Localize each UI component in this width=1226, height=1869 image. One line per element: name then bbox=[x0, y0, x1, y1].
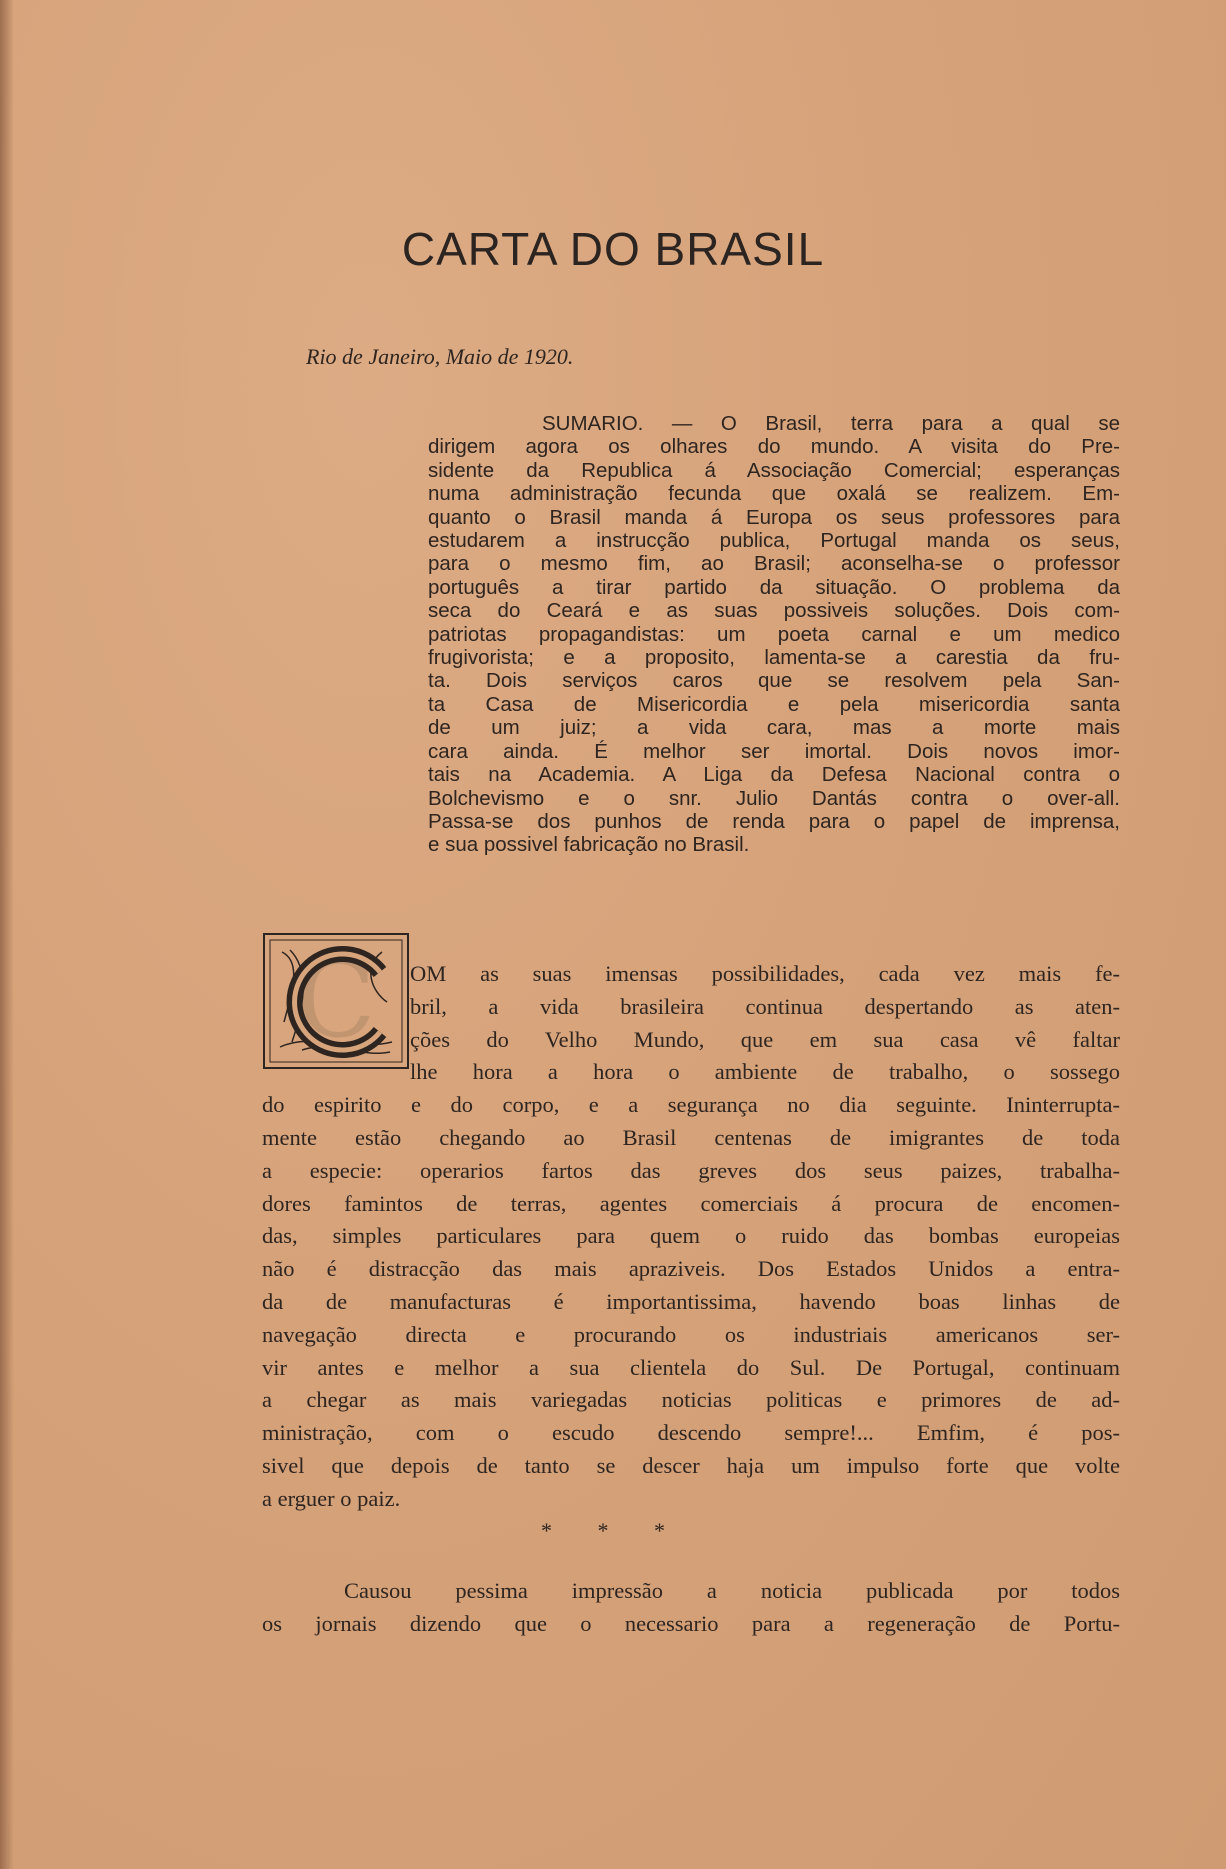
body-paragraph-1 bbox=[262, 958, 1120, 1516]
body-line: Causou pessima impressão a noticia publicada por todos bbox=[344, 1578, 1120, 1603]
body-line: a chegar as mais variegadas noticias politicas e primores de ad- bbox=[262, 1387, 1120, 1413]
summary-line: numa administração fecunda que oxalá se realizem. Em- bbox=[428, 482, 1120, 506]
summary-line: Passa-se dos punhos de renda para o papel de imprensa, bbox=[428, 809, 1120, 833]
summary-block bbox=[428, 412, 1120, 857]
summary-line: português a tirar partido da situação. O problema da bbox=[428, 575, 1120, 599]
page-edge-shadow bbox=[0, 0, 14, 1869]
body-line: ministração, com o escudo descendo sempre!... Emfim, é pos- bbox=[262, 1420, 1120, 1446]
summary-line: patriotas propagandistas: um poeta carnal e um medico bbox=[428, 622, 1120, 646]
body-line: das, simples particulares para quem o ruido das bombas europeias bbox=[262, 1223, 1120, 1249]
dropcap-letter: C bbox=[296, 939, 376, 1061]
body-line: vir antes e melhor a sua clientela do Sul. De Portugal, continuam bbox=[262, 1354, 1120, 1380]
article-title: CARTA DO BRASIL bbox=[401, 223, 825, 275]
summary-line: de um juiz; a vida cara, mas a morte mais bbox=[428, 716, 1120, 740]
summary-line: para o mesmo fim, ao Brasil; aconselha-se o professor bbox=[428, 552, 1120, 576]
body-line: dores famintos de terras, agentes comerciais á procura de encomen- bbox=[262, 1190, 1120, 1216]
summary-line: estudarem a instrucção publica, Portugal manda os seus, bbox=[428, 529, 1120, 553]
body-line: navegação directa e procurando os industriais americanos ser- bbox=[262, 1321, 1120, 1347]
body-line: a erguer o paiz. bbox=[262, 1485, 401, 1511]
summary-line: sidente da Republica á Associação Comercial; esperanças bbox=[428, 458, 1120, 482]
body-line: lhe hora a hora o ambiente de trabalho, o sossego bbox=[410, 1059, 1120, 1085]
summary-line: dirigem agora os olhares do mundo. A visita do Pre- bbox=[428, 435, 1120, 459]
body-line: não é distracção das mais apraziveis. Dos Estados Unidos a entra- bbox=[262, 1256, 1120, 1282]
summary-line: Bolchevismo e o snr. Julio Dantás contra o over-all. bbox=[428, 786, 1120, 810]
summary-line: e sua possivel fabricação no Brasil. bbox=[428, 833, 750, 857]
summary-line: ta. Dois serviços caros que se resolvem pela San- bbox=[428, 669, 1120, 693]
body-line: mente estão chegando ao Brasil centenas de imigrantes de toda bbox=[262, 1124, 1120, 1150]
body-line: bril, a vida brasileira continua despertando as aten- bbox=[410, 993, 1120, 1019]
body-paragraph-2 bbox=[262, 1574, 1120, 1640]
summary-line: cara ainda. É melhor ser imortal. Dois novos imor- bbox=[428, 739, 1120, 763]
summary-line: ta Casa de Misericordia e pela misericordia santa bbox=[428, 692, 1120, 716]
body-line: os jornais dizendo que o necessario para a regeneração de Portu- bbox=[262, 1611, 1120, 1636]
section-separator: * * * bbox=[541, 1518, 685, 1543]
body-line: sivel que depois de tanto se descer haja um impulso forte que volte bbox=[262, 1452, 1120, 1478]
summary-line: frugivorista; e a proposito, lamenta-se a carestia da fru- bbox=[428, 646, 1120, 670]
summary-line: SUMARIO. — O Brasil, terra para a qual se bbox=[542, 412, 1120, 435]
summary-line: quanto o Brasil manda á Europa os seus professores para bbox=[428, 505, 1120, 529]
body-line: ções do Velho Mundo, que em sua casa vê faltar bbox=[410, 1026, 1120, 1052]
summary-line: tais na Academia. A Liga da Defesa Nacional contra o bbox=[428, 763, 1120, 787]
body-line: do espirito e do corpo, e a segurança no dia seguinte. Ininterrupta- bbox=[262, 1092, 1120, 1118]
summary-line: seca do Ceará e as suas possiveis soluções. Dois com- bbox=[428, 599, 1120, 623]
body-line: da de manufacturas é importantissima, havendo boas linhas de bbox=[262, 1288, 1120, 1314]
body-line: a especie: operarios fartos das greves dos seus paizes, trabalha- bbox=[262, 1157, 1120, 1183]
body-line: OM as suas imensas possibilidades, cada vez mais fe- bbox=[410, 961, 1120, 986]
dateline: Rio de Janeiro, Maio de 1920. bbox=[306, 344, 574, 369]
